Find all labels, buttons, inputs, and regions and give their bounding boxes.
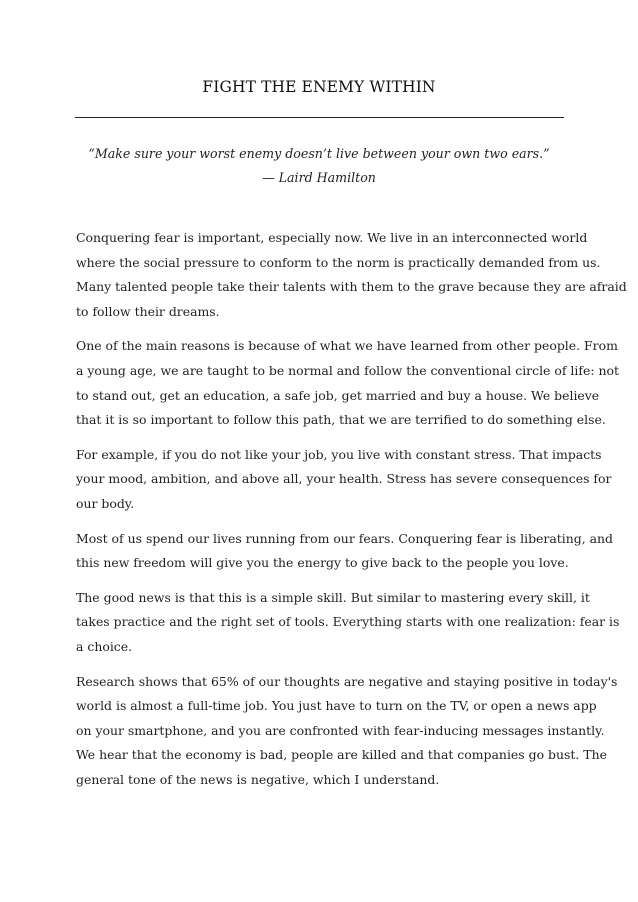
paragraph xyxy=(76,226,627,324)
body-text xyxy=(76,226,627,802)
text-line: this new freedom will give you the energy to give back to the people you love. xyxy=(76,555,569,571)
text-line: on your smartphone, and you are confronted with fear-inducing messages instantly. xyxy=(76,722,605,738)
text-line: to stand out, get an education, a safe job, get married and buy a house. We believe xyxy=(76,387,600,403)
text-line: your mood, ambition, and above all, your health. Stress has severe consequences for xyxy=(76,471,612,487)
text-line: We hear that the economy is bad, people are killed and that companies go bust. The xyxy=(76,747,607,763)
epigraph-quote: “Make sure your worst enemy doesn’t live between your own two ears.” xyxy=(88,146,550,161)
paragraph xyxy=(76,586,620,660)
paragraph xyxy=(76,670,618,793)
text-line: The good news is that this is a simple skill. But similar to mastering every skill, it xyxy=(76,589,590,605)
text-line: that it is so important to follow this path, that we are terrified to do something else. xyxy=(76,412,606,428)
paragraph xyxy=(76,527,613,576)
text-line: Most of us spend our lives running from our fears. Conquering fear is liberating, and xyxy=(76,530,613,546)
text-line: Research shows that 65% of our thoughts are negative and staying positive in today's xyxy=(76,673,618,689)
text-line: For example, if you do not like your job, you live with constant stress. That impacts xyxy=(76,446,602,462)
paragraph xyxy=(76,334,619,432)
text-line: world is almost a full-time job. You just have to turn on the TV, or open a news app xyxy=(76,698,597,714)
text-line: to follow their dreams. xyxy=(76,303,220,319)
text-line: general tone of the news is negative, which I understand. xyxy=(76,771,440,787)
text-line: a choice. xyxy=(76,638,133,654)
text-line: a young age, we are taught to be normal and follow the conventional circle of life: not xyxy=(76,362,619,378)
text-line: One of the main reasons is because of what we have learned from other people. From xyxy=(76,338,618,354)
text-line: takes practice and the right set of tools. Everything starts with one realization: fear is xyxy=(76,614,620,630)
text-line: our body. xyxy=(76,495,135,511)
page-title: FIGHT THE ENEMY WITHIN xyxy=(202,78,436,96)
text-line: Conquering fear is important, especially now. We live in an interconnected world xyxy=(76,230,588,245)
title-divider xyxy=(75,117,564,118)
text-line: Many talented people take their talents with them to the grave because they are afraid xyxy=(76,279,627,295)
paragraph xyxy=(76,443,612,517)
text-line: where the social pressure to conform to the norm is practically demanded from us. xyxy=(76,254,601,270)
epigraph-attribution: — Laird Hamilton xyxy=(262,170,376,185)
